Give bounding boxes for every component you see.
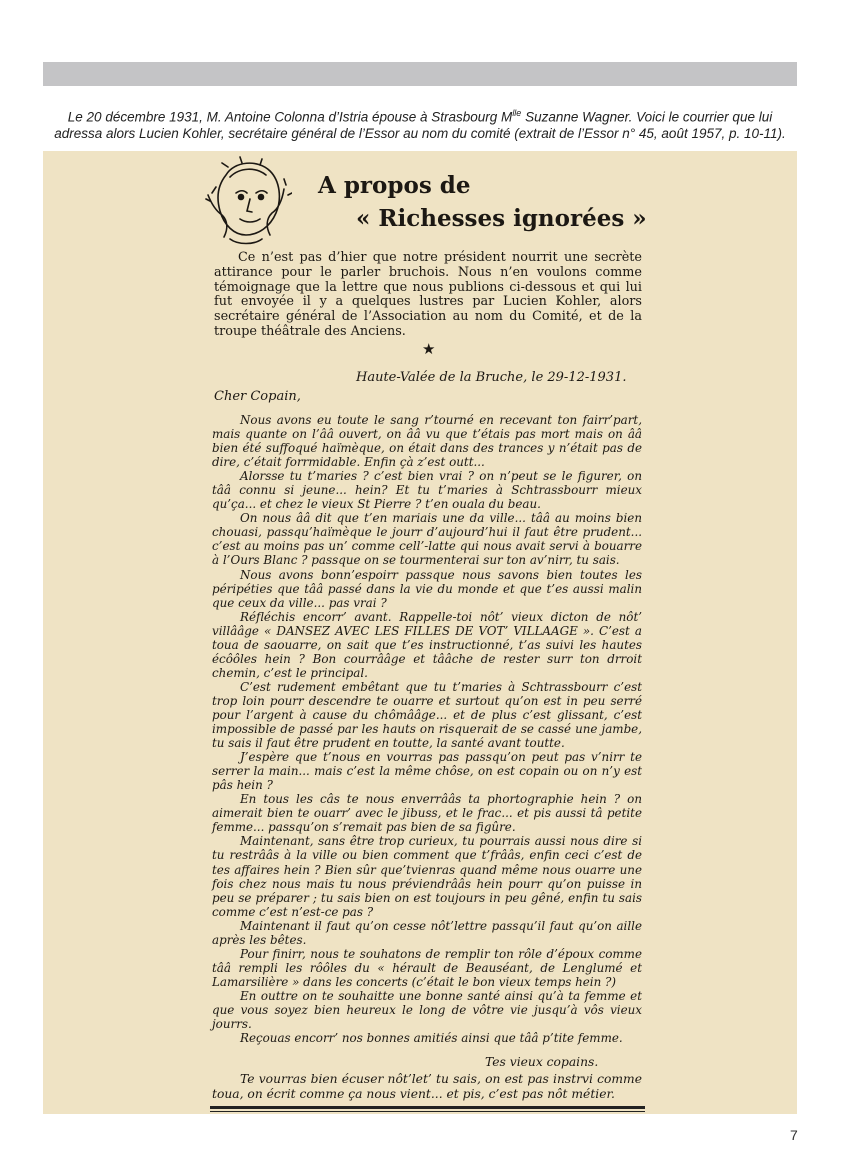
portrait-sketch-icon [200, 155, 292, 249]
postscript-paragraph: Te vourras bien écuser nôt’let’ tu sais, on est pas instrvi comme toua, on écrit comme ça nous vient... et pis, c’est pas nôt métier. [212, 1072, 642, 1101]
letter-place: Haute-Valée de la Bruche, [356, 370, 528, 385]
letter-paragraph: Nous avons eu toute le sang r’tourné en recevant ton fairr’part, mais quante on l’ââ ouvert, on ââ vu que t’étais pas mort mais on ââ bien été suffoqué haïmèque, on était dans des trances y n’était pas de dire, c’était forrmidable. Enfin çà z’est outt... [212, 413, 642, 470]
caption-line1-end: Suzanne Wagner. Voici le courrier que lui [521, 109, 773, 125]
letter-body [212, 413, 642, 1045]
bottom-rule-thick [210, 1106, 645, 1109]
letter-date [356, 370, 626, 385]
caption-line1-start: Le 20 décembre 1931, M. Antoine Colonna d’Istria épouse à Strasbourg M [67, 109, 513, 125]
article-intro [214, 251, 642, 340]
letter-postscript [212, 1072, 642, 1101]
letter-paragraph: En outtre on te souhaitte une bonne santé ainsi qu’à ta femme et que vous soyez bien heureux le long de vôtre vie jusqu’à vôs vieux jourrs. [212, 988, 642, 1032]
top-gray-bar [43, 62, 797, 86]
letter-paragraph: C’est rudement embêtant que tu t’maries à Schtrassbourr c’est trop loin pourr descendre te ouarre et surtout qu’on est in peu serré pour l’argent à cause du chômââge... et de plus c’est glissant, c’est impossible de passé par les hauts on risquerait de se cassé une jambe, tu sais il faut être prudent en toutte, la santé avant toutte. [212, 679, 642, 751]
bottom-rule-thin [210, 1111, 645, 1112]
letter-paragraph: Nous avons bonn’espoirr passque nous savons bien toutes les péripéties que tââ passé dans la vie du monde et que t’es aussi malin que ceux da ville... pas vrai ? [212, 567, 642, 610]
star-separator: ★ [422, 340, 436, 358]
article-subtitle: « Richesses ignorées » [356, 205, 647, 232]
page-number: 7 [790, 1127, 798, 1143]
letter-paragraph: Reçouas encorr’ nos bonnes amitiés ainsi que tââ p’tite femme. [240, 1031, 623, 1046]
letter-paragraph: En tous les câs te nous enverrââs ta phortographie hein ? on aimerait bien te ouarr’ avec le jibuss, et le frac... et pis aussi tâ petite femme... passqu’on s’remait pas bien de sa figûre. [212, 792, 642, 835]
letter-paragraph: Maintenant, sans être trop curieux, tu pourrais aussi nous dire si tu restrââs à la ville ou bien comment que t’frââs, enfin ceci c’est de tes affaires hein ? Bien sûr que’tvienras quand même nous ouarre une fois chez nous mais tu nous préviendrââs hein pourr qu’on puisse in peu se préparer ; tu sais bien on est toujours in peu gêné, enfin tu sais comme c’est n’est-ce pas ? [212, 834, 642, 919]
letter-signoff: Tes vieux copains. [485, 1055, 599, 1069]
intro-paragraph: Ce n’est pas d’hier que notre président nourrit une secrète attirance pour le parler bruchois. Nous n’en voulons comme témoignage que la lettre que nous publions ci-dessous et qui lui fut envoyée il y a quelques lustres par Lucien Kohler, alors secrétaire général de l’Association au nom du Comité, et de la troupe théâtrale des Anciens. [214, 250, 642, 339]
letter-paragraph: Réfléchis encorr’ avant. Rappelle-toi nôt’ vieux dicton de nôt’ villââge « DANSEZ AVEC LES FILLES DE VOT’ VILLAAGE ». C’est a toua de saouarre, on sait que t’es instructionné, t’as suivi les hautes écôôles hein ? Bon courrââge et tââche de rester surr ton drroit chemin, c’est le principal. [212, 609, 642, 680]
caption-line2: adressa alors Lucien Kohler, secrétaire général de l’Essor au nom du comité (extrait de l’Essor n° 45, août 1957, p. 10-11). [54, 125, 786, 141]
letter-paragraph: Pour finirr, nous te souhatons de remplir ton rôle d’époux comme tââ rempli les rôôles du « hérault de Beauséant, de Lenglumé et Lamarsilière » dans les concerts (c’était le bon vieux temps hein ?) [212, 946, 642, 989]
caption [43, 105, 797, 142]
letter-salutation: Cher Copain, [214, 389, 301, 404]
letter-paragraph: J’espère que t’nous en vourras pas passqu’on peut pas v’nirr te serrer la main... mais c’est la même chôse, on est copain ou on n’y est pâs hein ? [212, 750, 642, 793]
letter-paragraph: Alorsse tu t’maries ? c’est bien vrai ? on n’peut se le figurer, on tââ connu si jeune... hein? Et tu t’maries à Schtrassbourr mieux qu’ça... et chez le vieux St Pierre ? t’en ouala du beau. [212, 469, 642, 512]
article-title: A propos de [318, 172, 471, 199]
letter-paragraph: On nous ââ dit que t’en mariais une da ville... tââ au moins bien chouasi, passqu’haïmèque le jourr d’aujourd’hui il faut être prudent... c’est au moins pas un’ comme cell’-latte qui nous avait servi à bouarre à l’Ours Blanc ? passque on se tourmenterai sur ton av’nirr, tu sais. [212, 511, 642, 568]
letter-date-value: le 29-12-1931. [531, 370, 627, 385]
letter-paragraph: Maintenant il faut qu’on cesse nôt’lettre passqu’il faut qu’on aille après les bêtes. [212, 918, 642, 947]
caption-superscript: lle [512, 108, 522, 118]
